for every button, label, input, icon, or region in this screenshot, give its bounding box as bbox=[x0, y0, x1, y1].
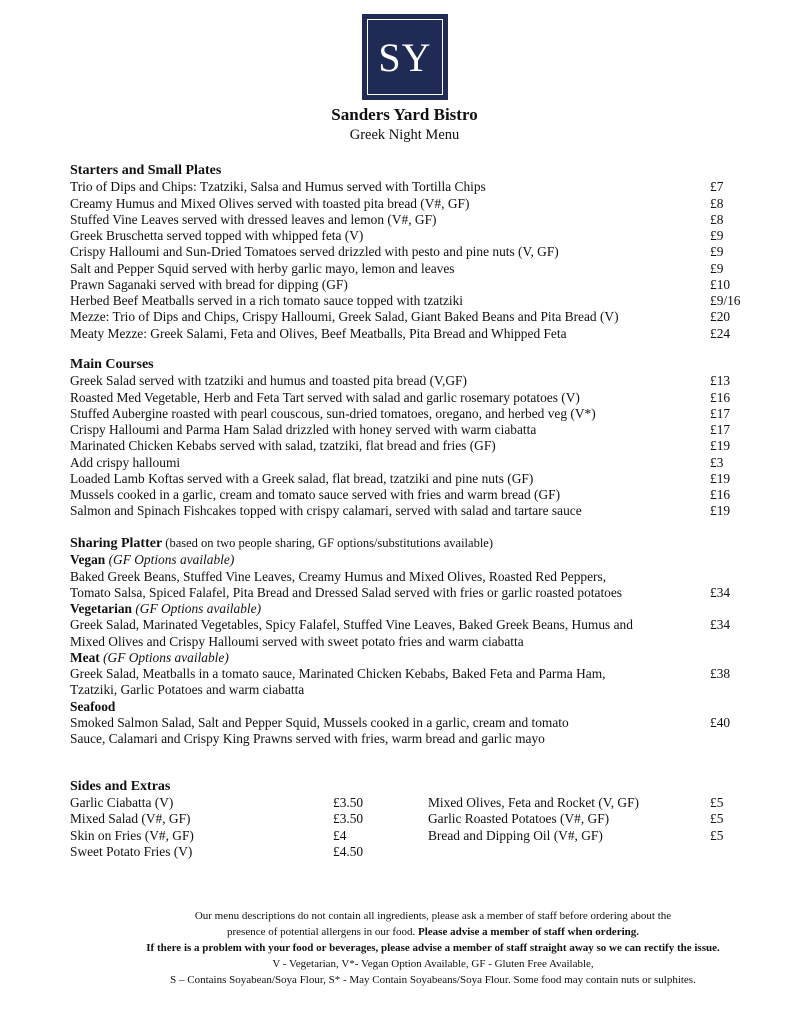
section-heading: Sharing Platter bbox=[70, 536, 163, 551]
menu-item bbox=[70, 438, 760, 454]
platter-line bbox=[70, 634, 760, 650]
sharing-section bbox=[70, 535, 760, 747]
platter-price: £40 bbox=[710, 714, 731, 730]
menu-item bbox=[70, 503, 760, 519]
side-item bbox=[70, 844, 380, 860]
side-item bbox=[428, 795, 760, 811]
menu-subtitle: Greek Night Menu bbox=[349, 127, 460, 143]
item-description: Greek Bruschetta served topped with whipped feta (V) bbox=[70, 228, 364, 243]
menu-item bbox=[70, 390, 760, 406]
item-description: Greek Salad served with tzatziki and humus and toasted pita bread (V,GF) bbox=[70, 373, 467, 389]
item-description: Herbed Beef Meatballs served in a rich tomato sauce topped with tzatziki bbox=[70, 293, 464, 308]
platter-price: £34 bbox=[710, 617, 731, 633]
item-price: £8 bbox=[710, 211, 724, 227]
side-price: £3.50 bbox=[333, 795, 364, 810]
item-price: £9/16 bbox=[710, 293, 741, 308]
platter-heading bbox=[70, 650, 760, 666]
footer-emphasis: Please advise a member of staff when ordering. bbox=[418, 926, 639, 938]
item-description: Mussels cooked in a garlic, cream and tomato sauce served with fries and warm bread (GF) bbox=[70, 487, 561, 502]
side-name: Mixed Olives, Feta and Rocket (V, GF) bbox=[428, 795, 639, 810]
footer-line: Our menu descriptions do not contain all ingredients, please ask a member of staff before ordering about the bbox=[194, 910, 672, 922]
sides-section bbox=[70, 779, 760, 859]
platter-line bbox=[70, 585, 760, 601]
platter-note: (GF Options available) bbox=[131, 601, 262, 616]
item-description: Salmon and Spinach Fishcakes topped with crispy calamari, served with salad and tartare sauce bbox=[70, 503, 582, 519]
menu-item bbox=[70, 196, 760, 212]
item-description: Meaty Mezze: Greek Salami, Feta and Olives, Beef Meatballs, Pita Bread and Whipped Feta bbox=[70, 325, 567, 341]
side-item bbox=[428, 811, 760, 827]
platter-price: £38 bbox=[710, 666, 731, 681]
menu-item bbox=[70, 228, 760, 244]
menu-item bbox=[70, 326, 760, 342]
platter-line bbox=[70, 715, 760, 731]
platter-name: Vegetarian bbox=[70, 601, 132, 616]
section-heading: Starters and Small Plates bbox=[70, 163, 222, 178]
platter-line bbox=[70, 617, 760, 633]
platter-note: (GF Options available) bbox=[99, 649, 229, 665]
side-name: Bread and Dipping Oil (V#, GF) bbox=[428, 827, 603, 843]
platter-line bbox=[70, 569, 760, 585]
item-price: £19 bbox=[710, 438, 731, 454]
logo-monogram: SY bbox=[367, 19, 443, 95]
platter-line bbox=[70, 682, 760, 698]
section-heading: Main Courses bbox=[70, 357, 154, 372]
platter-heading bbox=[70, 552, 760, 568]
item-price: £24 bbox=[710, 325, 731, 341]
platter-description: Tzatziki, Garlic Potatoes and warm ciabatta bbox=[70, 682, 305, 698]
item-price: £8 bbox=[710, 195, 724, 211]
platter-description: Baked Greek Beans, Stuffed Vine Leaves, Creamy Humus and Mixed Olives, Roasted Red Peppers, bbox=[70, 568, 607, 584]
item-description: Trio of Dips and Chips: Tzatziki, Salsa and Humus served with Tortilla Chips bbox=[70, 179, 486, 195]
menu-item bbox=[70, 212, 760, 228]
menu-item bbox=[70, 277, 760, 293]
item-price: £9 bbox=[710, 228, 724, 243]
menu-item bbox=[70, 261, 760, 277]
platter-description: Greek Salad, Marinated Vegetables, Spicy Falafel, Stuffed Vine Leaves, Baked Greek Beans, Humus and bbox=[70, 617, 633, 633]
footer-problem-notice: If there is a problem with your food or beverages, please advise a member of staff straight away so we can rectify the issue. bbox=[146, 942, 720, 954]
starters-list bbox=[70, 179, 760, 342]
item-description: Loaded Lamb Koftas served with a Greek salad, flat bread, tzatziki and pine nuts (GF) bbox=[70, 470, 534, 486]
platter-heading bbox=[70, 601, 760, 617]
item-price: £3 bbox=[710, 454, 724, 470]
platter-description: Mixed Olives and Crispy Halloumi served with sweet potato fries and warm ciabatta bbox=[70, 633, 524, 649]
item-price: £20 bbox=[710, 309, 731, 325]
item-price: £19 bbox=[710, 470, 731, 486]
menu-item bbox=[70, 373, 760, 389]
side-price: £5 bbox=[710, 827, 724, 843]
item-description: Crispy Halloumi and Parma Ham Salad drizzled with honey served with warm ciabatta bbox=[70, 422, 537, 437]
platter-description: Greek Salad, Meatballs in a tomato sauce, Marinated Chicken Kebabs, Baked Feta and Parma Ham, bbox=[70, 666, 606, 681]
menu-item bbox=[70, 455, 760, 471]
item-price: £9 bbox=[710, 244, 724, 260]
platter-name: Seafood bbox=[70, 698, 116, 714]
platter-line bbox=[70, 666, 760, 682]
side-name: Skin on Fries (V#, GF) bbox=[70, 827, 194, 843]
sharing-list bbox=[70, 552, 760, 747]
item-description: Crispy Halloumi and Sun-Dried Tomatoes served drizzled with pesto and pine nuts (V, GF) bbox=[70, 244, 559, 260]
mains-list bbox=[70, 373, 760, 519]
platter-description: Sauce, Calamari and Crispy King Prawns served with fries, warm bread and garlic mayo bbox=[70, 731, 545, 746]
item-description: Salt and Pepper Squid served with herby garlic mayo, lemon and leaves bbox=[70, 260, 455, 276]
platter-name: Meat bbox=[70, 649, 100, 665]
item-price: £9 bbox=[710, 260, 724, 276]
side-item bbox=[70, 828, 380, 844]
side-item bbox=[70, 795, 380, 811]
platter-name: Vegan bbox=[70, 552, 106, 568]
platter-description: Tomato Salsa, Spiced Falafel, Pita Bread and Dressed Salad served with fries or garlic roasted potatoes bbox=[70, 584, 623, 600]
item-description: Roasted Med Vegetable, Herb and Feta Tart served with salad and garlic rosemary potatoes (V) bbox=[70, 389, 580, 405]
menu-item bbox=[70, 244, 760, 260]
item-description: Prawn Saganaki served with bread for dipping (GF) bbox=[70, 276, 348, 292]
menu-item bbox=[70, 471, 760, 487]
mains-section bbox=[70, 357, 760, 520]
page-title: Sanders Yard Bistro bbox=[331, 105, 478, 124]
menu-item bbox=[70, 309, 760, 325]
item-description: Stuffed Aubergine roasted with pearl couscous, sun-dried tomatoes, oregano, and herbed veg (V*) bbox=[70, 405, 596, 421]
platter-heading bbox=[70, 699, 760, 715]
item-price: £16 bbox=[710, 487, 731, 502]
side-name: Garlic Roasted Potatoes (V#, GF) bbox=[428, 811, 610, 827]
item-price: £19 bbox=[710, 503, 731, 519]
menu-item bbox=[70, 179, 760, 195]
side-price: £4.50 bbox=[333, 843, 364, 859]
footer-line: presence of potential allergens in our food. bbox=[227, 926, 419, 938]
starters-section bbox=[70, 163, 760, 342]
sides-left-column bbox=[70, 795, 380, 860]
side-name: Sweet Potato Fries (V) bbox=[70, 843, 193, 859]
item-price: £7 bbox=[710, 179, 724, 195]
item-description: Add crispy halloumi bbox=[70, 454, 181, 470]
menu-item bbox=[70, 487, 760, 503]
side-name: Garlic Ciabatta (V) bbox=[70, 795, 174, 810]
allergen-footer bbox=[60, 908, 806, 988]
section-heading: Sides and Extras bbox=[70, 779, 171, 794]
item-description: Stuffed Vine Leaves served with dressed leaves and lemon (V#, GF) bbox=[70, 211, 437, 227]
side-price: £5 bbox=[710, 795, 724, 810]
side-item bbox=[428, 828, 760, 844]
menu-item bbox=[70, 422, 760, 438]
side-price: £4 bbox=[333, 827, 347, 843]
menu-item bbox=[70, 293, 760, 309]
footer-legend: V - Vegetarian, V*- Vegan Option Available, GF - Gluten Free Available, bbox=[272, 958, 594, 970]
sharing-note: (based on two people sharing, GF options/substitutions available) bbox=[162, 536, 494, 550]
platter-note: (GF Options available) bbox=[105, 552, 235, 568]
footer-legend: S – Contains Soyabean/Soya Flour, S* - May Contain Soyabeans/Soya Flour. Some food may contain nuts or sulphites. bbox=[170, 974, 696, 986]
menu-item bbox=[70, 406, 760, 422]
item-price: £17 bbox=[710, 422, 731, 437]
bistro-logo bbox=[362, 14, 448, 100]
sides-right-column bbox=[428, 795, 760, 844]
item-price: £10 bbox=[710, 276, 731, 292]
item-description: Creamy Humus and Mixed Olives served with toasted pita bread (V#, GF) bbox=[70, 195, 470, 211]
side-name: Mixed Salad (V#, GF) bbox=[70, 811, 191, 827]
item-description: Mezze: Trio of Dips and Chips, Crispy Halloumi, Greek Salad, Giant Baked Beans and Pita Bread (V) bbox=[70, 309, 619, 325]
side-price: £5 bbox=[710, 811, 724, 827]
side-price: £3.50 bbox=[333, 811, 364, 827]
item-price: £13 bbox=[710, 373, 731, 389]
item-price: £16 bbox=[710, 389, 731, 405]
platter-line bbox=[70, 731, 760, 747]
item-price: £17 bbox=[710, 405, 731, 421]
item-description: Marinated Chicken Kebabs served with salad, tzatziki, flat bread and fries (GF) bbox=[70, 438, 496, 454]
platter-price: £34 bbox=[710, 584, 731, 600]
platter-description: Smoked Salmon Salad, Salt and Pepper Squid, Mussels cooked in a garlic, cream and tomato bbox=[70, 714, 569, 730]
side-item bbox=[70, 811, 380, 827]
